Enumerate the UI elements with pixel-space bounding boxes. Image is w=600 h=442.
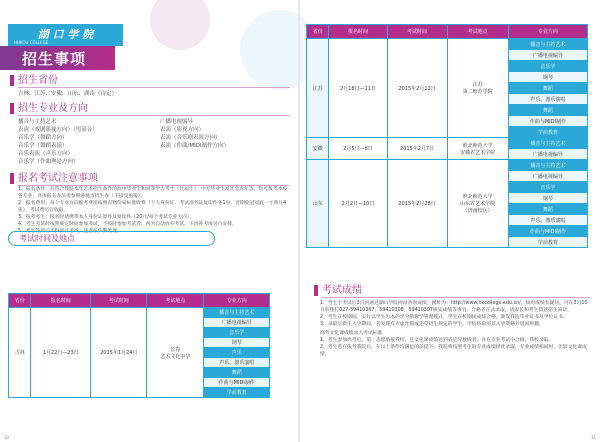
- result-para: 1、考生参加高考后，第一志愿填报我校，且文化课成绩达到省定分数线者，并在专业考试中合格，我校录取。: [320, 338, 554, 343]
- results-text: [320, 300, 588, 358]
- table-cell: 2月5日—6日: [329, 138, 387, 160]
- page-number: 10: [4, 435, 10, 440]
- table-cell: 音乐学: [508, 61, 587, 72]
- table-cell: 吉林: [9, 308, 31, 398]
- table-cell: 广播电视编导: [204, 318, 270, 328]
- table-cell: 2015年2月7日: [387, 138, 447, 160]
- table-cell: 舞蹈: [204, 368, 270, 378]
- provinces-text: 吉林、江苏、安徽、山东、湖南（待定）: [18, 91, 118, 97]
- list-item: 广播电视编导: [160, 119, 194, 125]
- schedule-table-jilin: [8, 293, 270, 398]
- table-cell: 江苏 第二师范学院: [447, 39, 508, 138]
- table-cell: 学前教育: [508, 127, 587, 138]
- result-para: 2、考生若在报考我院后，在以上条件均满足的前提下，我院将按照考生的专业成绩择优录取，专业成绩相同时，比较文化课成绩。: [320, 345, 587, 357]
- college-logo-sub: HUKOU COLLEGE: [14, 40, 49, 45]
- table-cell: 声乐: [204, 348, 270, 358]
- schedule-table-others: [306, 24, 588, 248]
- table-cell: 播音与主持艺术: [508, 160, 587, 171]
- table-cell: 长春 艺术文化中学: [147, 308, 204, 398]
- notes-text: [18, 186, 288, 235]
- table-cell: 舞蹈: [508, 105, 587, 116]
- table-header: 考试时间: [91, 294, 147, 308]
- table-header: 省份: [307, 25, 329, 39]
- college-logo: 湖 口 学 院: [8, 24, 123, 46]
- table-cell: 2015年2月28日: [387, 160, 447, 248]
- table-cell: 播音与主持艺术: [204, 308, 270, 318]
- list-item: 音乐学（舞蹈表演）: [18, 143, 68, 149]
- table-header: 考试地点: [147, 294, 204, 308]
- table-cell: 学前教育: [204, 388, 270, 398]
- table-header: 考试时间: [387, 25, 447, 39]
- table-cell: 淮北师范大学 安徽省艺术学院: [447, 138, 508, 160]
- table-cell: 音乐学: [508, 182, 587, 193]
- table-cell: 钢琴: [508, 72, 587, 83]
- table-cell: 钢琴: [508, 193, 587, 204]
- table-cell: 广播电视编导: [508, 149, 587, 160]
- result-para: 2、考生在校期间，实行以学生为本的学分制教学管理模式，学生在校期间成绩合格，颁发我院毕业证书及学位证书。: [320, 315, 568, 320]
- note-para: 2、报名费用：每个专业方向报考费用按照省物价局标准收费（个人身份证、考试准考证复印件各1份、近期免冠同底一寸照片4张）。考试费另行收取。: [18, 201, 287, 213]
- note-para: 3、报考考生：报名时请携带本人身份证原件及复印件（20元/每个考试专业方向）。: [18, 215, 195, 220]
- list-item: 表演（影视方向）: [160, 127, 205, 133]
- table-cell: 钢琴: [204, 338, 270, 348]
- table-cell: 学前教育: [508, 237, 587, 248]
- list-item: 表演（戏剧影视方向）（男高音）: [18, 127, 98, 133]
- page-number: 11: [590, 435, 596, 440]
- table-cell: 2月2日—10日: [329, 160, 387, 248]
- right-page: [300, 0, 600, 442]
- page-title: 招生事项: [0, 46, 115, 70]
- table-cell: 广播电视编导: [508, 50, 587, 61]
- table-header: 省份: [9, 294, 31, 308]
- list-item: 音乐表演（声乐方向）: [18, 151, 74, 157]
- table-cell: 播音与主持艺术: [508, 138, 587, 149]
- decor-circle: [150, 0, 210, 50]
- table-cell: 作曲与MIDI制作: [204, 378, 270, 388]
- table-header: 考试地点: [447, 25, 508, 39]
- section-provinces-heading: 招生省份: [10, 74, 290, 88]
- table-cell: 播音与主持艺术: [508, 39, 587, 50]
- table-cell: 舞蹈: [508, 83, 587, 94]
- table-cell: 作曲与MIDI制作: [508, 116, 587, 127]
- table-header: 专业方向: [204, 294, 270, 308]
- table-cell: 2015年2月12日: [387, 39, 447, 138]
- table-header: 报名时间: [329, 25, 387, 39]
- table-cell: 江苏: [307, 39, 329, 138]
- table-cell: 舞蹈: [508, 204, 587, 215]
- list-item: 音乐学（舞蹈方向）: [18, 135, 68, 141]
- table-cell: 声乐、器乐演唱: [508, 94, 587, 105]
- section-notes-heading: 报名考试注意事项: [10, 172, 290, 186]
- list-item: 音乐学（作曲理论方向）: [18, 159, 79, 165]
- table-cell: 2015年1月24日: [91, 308, 147, 398]
- note-para: 4、考生考试时按照规定时间参加考试，不按时参加考试者，视为自动放弃考试，不再补考或另行安排。: [18, 222, 237, 227]
- section-schedule-heading: 考试时间及地点: [8, 231, 215, 246]
- note-para: 5、考生签到后不得离开考场，违者按作弊处理。: [18, 229, 122, 234]
- table-cell: 2月18日—11日: [329, 39, 387, 138]
- result-para: 3、录取后新生入学期间，若发现有弄虚作假或违反招生规定的学生，学校将取消其入学资格并退回原籍。: [320, 322, 544, 327]
- note-para: 1、报名条件：凡符合我院本年艺术招生条件的高中毕业生和同等学力考生（往届生），中专毕业生及社会青年等，均可报考本校各专业，具体报名办法请参照各地市招生办（不接受函报）。: [18, 187, 288, 199]
- table-header: 报名时间: [31, 294, 91, 308]
- section-majors-heading: 招生专业及方向: [10, 102, 290, 116]
- list-item: 表演（作曲/MIDI制作方向）: [160, 143, 230, 149]
- table-cell: 声乐、器乐演唱: [508, 215, 587, 226]
- table-cell: 声乐、器乐演唱: [204, 358, 270, 368]
- list-item: 表演（音乐剧表演方向）: [160, 135, 221, 141]
- table-cell: 广播电视编导: [508, 171, 587, 182]
- results-subheading: 高考文化课成绩录入考试标准: [320, 331, 383, 336]
- list-item: 播音与主持艺术: [18, 119, 57, 125]
- result-para: 1、考生于考试后3日内通过湖口学院网站查询成绩，网址为：http://www.hkcollege.edu.cn/，如对成绩有疑问，可在3月10日前拨打027-59410367，59410308，59410307核实成绩等事宜。合格者正式录取，请家长和考生留意招生简章。: [320, 301, 588, 313]
- table-cell: 1月22日—23日: [31, 308, 91, 398]
- section-results-heading: 考试成绩: [314, 284, 590, 298]
- table-cell: 安徽: [307, 138, 329, 160]
- table-cell: 音乐学: [204, 328, 270, 338]
- table-cell: 作曲与MIDI制作: [508, 226, 587, 237]
- table-cell: 淮北师范大学 山东省艺术学院 （济南校区）: [447, 160, 508, 248]
- table-header: 专业方向: [508, 25, 587, 39]
- table-cell: 山东: [307, 160, 329, 248]
